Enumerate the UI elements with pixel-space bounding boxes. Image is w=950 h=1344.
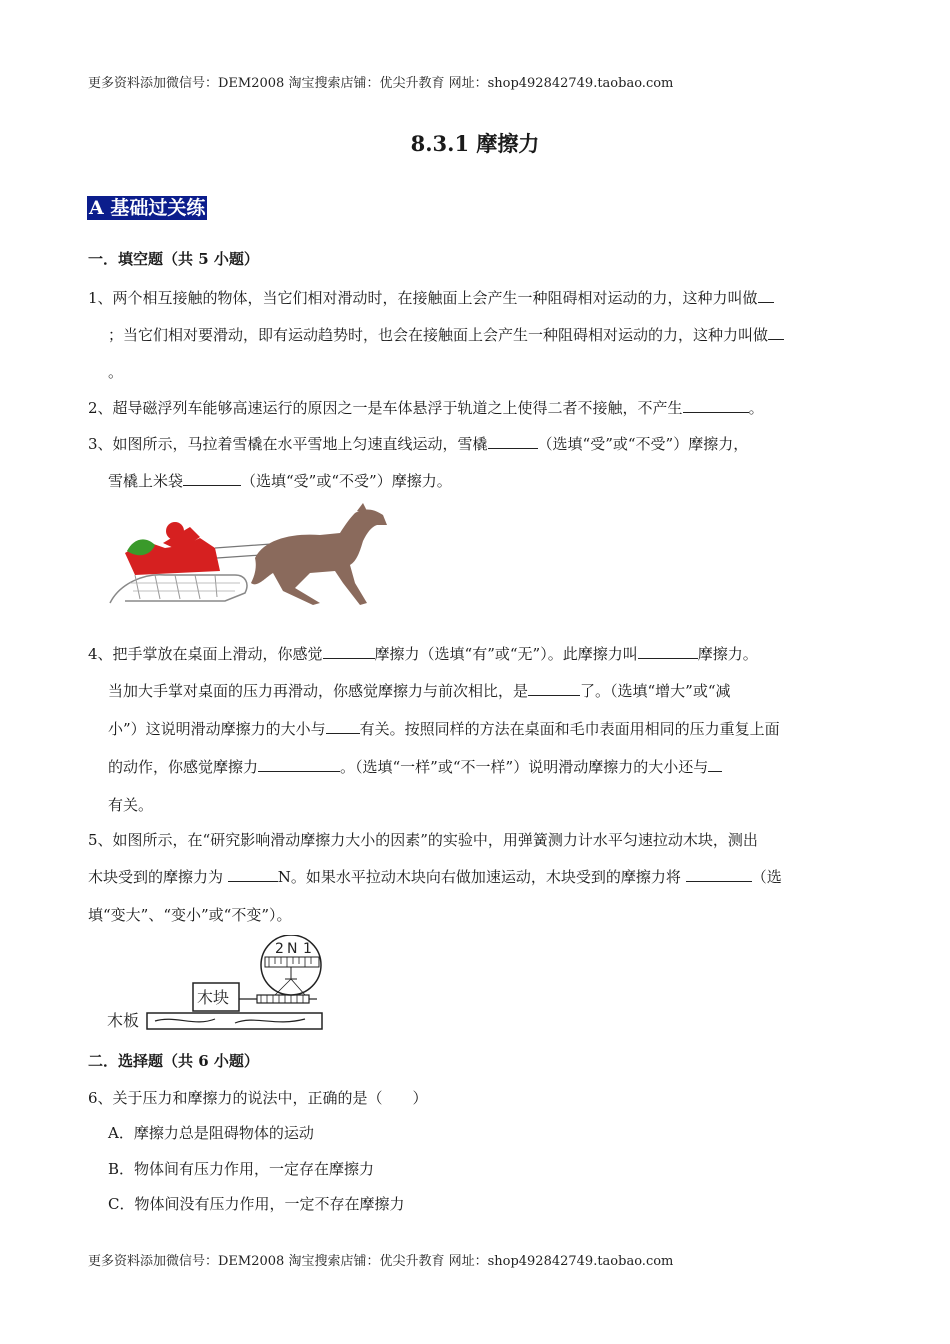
answer-blank[interactable] bbox=[258, 757, 340, 772]
answer-blank[interactable] bbox=[758, 288, 774, 303]
answer-blank[interactable] bbox=[228, 867, 278, 882]
scale-unit: N bbox=[287, 941, 298, 957]
question-4-line3: 小”）这说明滑动摩擦力的大小与 有关。按照同样的方法在桌面和毛巾表面用相同的压力重复上面 bbox=[108, 720, 780, 738]
question-1-line3: 。 bbox=[108, 363, 124, 381]
page-footer: 更多资料添加微信号：DEM2008 淘宝搜索店铺：优尖升教育 网址：shop492842749.taobao.com bbox=[88, 1254, 674, 1269]
answer-blank[interactable] bbox=[708, 757, 722, 772]
section-heading-fill: 一．填空题（共 5 小题） bbox=[88, 250, 259, 268]
horse-sleigh-figure bbox=[105, 503, 395, 608]
answer-blank[interactable] bbox=[488, 434, 538, 449]
answer-blank[interactable] bbox=[323, 644, 375, 659]
question-5-line3: 填“变大”、“变小”或“不变”）。 bbox=[88, 906, 292, 924]
page-title: 8.3.1 摩擦力 bbox=[410, 131, 540, 156]
option-b[interactable]: B．物体间有压力作用，一定存在摩擦力 bbox=[108, 1160, 375, 1178]
answer-blank[interactable] bbox=[686, 867, 752, 882]
question-5-line2: 木块受到的摩擦力为 N。如果水平拉动木块向右做加速运动，木块受到的摩擦力将 （选 bbox=[88, 868, 782, 886]
answer-blank[interactable] bbox=[326, 719, 360, 734]
question-4: 4、把手掌放在桌面上滑动，你感觉 摩擦力（选填“有”或“无”）。此摩擦力叫 摩擦力。 bbox=[88, 645, 758, 663]
question-3-line2: 雪橇上米袋 （选填“受”或“不受”）摩擦力。 bbox=[108, 472, 452, 490]
question-2: 2、超导磁浮列车能够高速运行的原因之一是车体悬浮于轨道之上使得二者不接触，不产生 。 bbox=[88, 399, 764, 417]
answer-blank[interactable] bbox=[683, 398, 749, 413]
question-5: 5、如图所示，在“研究影响滑动摩擦力大小的因素”的实验中，用弹簧测力计水平匀速拉动木块，测出 bbox=[88, 831, 758, 849]
option-c[interactable]: C．物体间没有压力作用，一定不存在摩擦力 bbox=[108, 1195, 405, 1213]
section-banner: A 基础过关练 bbox=[89, 197, 206, 219]
block-label: 木块 bbox=[197, 988, 230, 1007]
question-4-line4: 的动作，你感觉摩擦力 。（选填“一样”或“不一样”）说明滑动摩擦力的大小还与 bbox=[108, 756, 722, 777]
answer-blank[interactable] bbox=[528, 681, 580, 696]
spring-scale-figure bbox=[105, 935, 330, 1033]
section-heading-choice: 二．选择题（共 6 小题） bbox=[88, 1052, 259, 1070]
answer-blank[interactable] bbox=[183, 471, 241, 486]
question-3: 3、如图所示，马拉着雪橇在水平雪地上匀速直线运动，雪橇 （选填“受”或“不受”）摩擦力， bbox=[88, 435, 749, 453]
question-1: 1、两个相互接触的物体，当它们相对滑动时，在接触面上会产生一种阻碍相对运动的力，这种力叫做 bbox=[88, 287, 774, 308]
answer-blank[interactable] bbox=[768, 325, 784, 340]
question-1-line2: ；当它们相对要滑动，即有运动趋势时，也会在接触面上会产生一种阻碍相对运动的力，这种力叫做 bbox=[108, 324, 784, 345]
board-label: 木板 bbox=[107, 1011, 140, 1030]
question-6: 6、关于压力和摩擦力的说法中，正确的是（ ） bbox=[88, 1089, 428, 1107]
page-header: 更多资料添加微信号：DEM2008 淘宝搜索店铺：优尖升教育 网址：shop492842749.taobao.com bbox=[88, 76, 674, 91]
scale-left-number: 2 bbox=[275, 941, 284, 957]
question-4-line5: 有关。 bbox=[108, 796, 154, 814]
scale-right-number: 1 bbox=[303, 941, 312, 957]
option-a[interactable]: A．摩擦力总是阻碍物体的运动 bbox=[108, 1124, 314, 1142]
question-4-line2: 当加大手掌对桌面的压力再滑动，你感觉摩擦力与前次相比，是 了。（选填“增大”或“减 bbox=[108, 682, 731, 700]
answer-blank[interactable] bbox=[638, 644, 698, 659]
